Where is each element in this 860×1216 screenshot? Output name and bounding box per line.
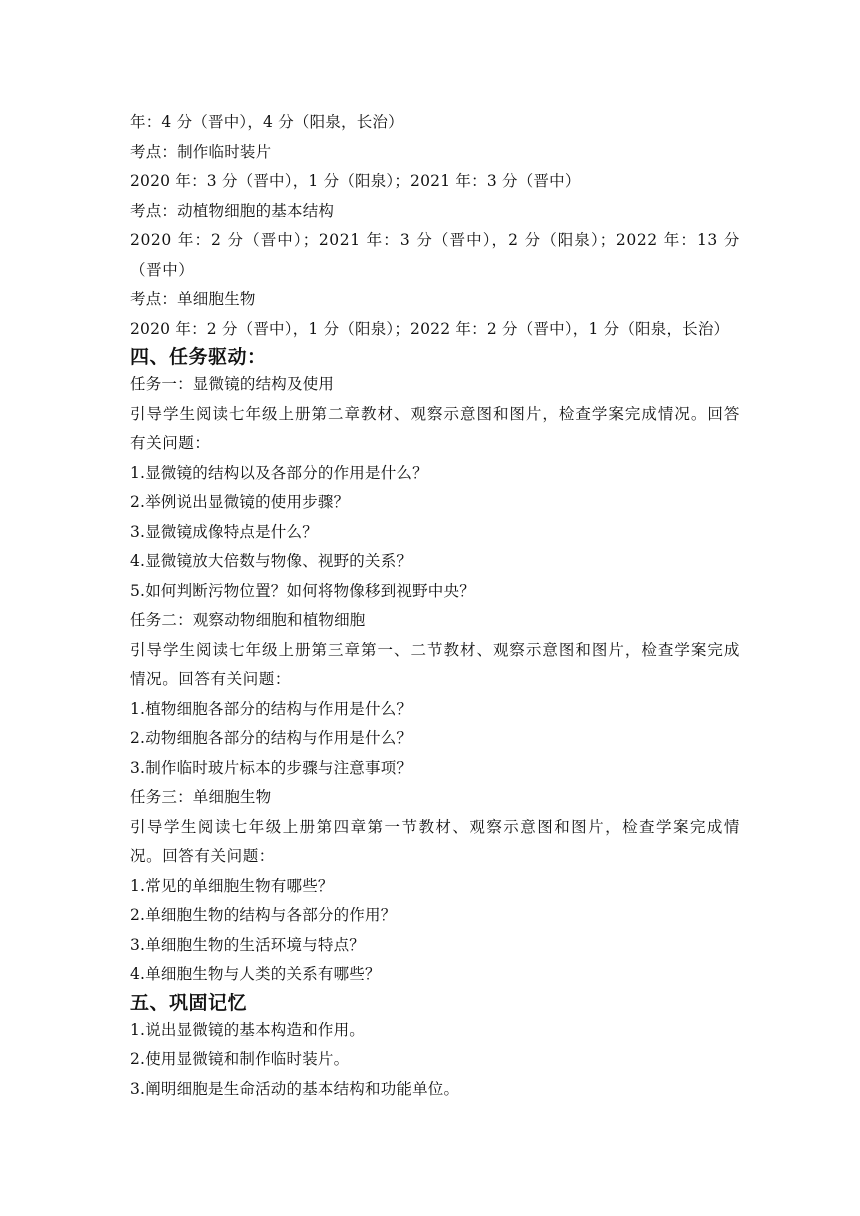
exam-point-cell-structure: 考点：动植物细胞的基本结构 <box>130 201 335 220</box>
section-heading-consolidation: 五、巩固记忆 <box>130 991 248 1014</box>
task2-question: 3.制作临时玻片标本的步骤与注意事项？ <box>130 758 413 777</box>
consolidation-item: 1.说出显微镜的基本构造和作用。 <box>130 1020 365 1039</box>
task3-question: 4.单细胞生物与人类的关系有哪些？ <box>130 965 381 983</box>
task1-question: 4.显微镜放大倍数与物像、视野的关系？ <box>130 552 413 570</box>
task3-question: 3.单细胞生物的生活环境与特点？ <box>130 935 365 954</box>
consolidation-item: 3.阐明细胞是生命活动的基本结构和功能单位。 <box>130 1079 460 1098</box>
score-line-prev: 年：4 分（晋中），4 分（阳泉，长治） <box>130 113 404 131</box>
task1-intro: 引导学生阅读七年级上册第二章教材、观察示意图和图片，检查学案完成情况。回答有关问题： <box>130 404 740 452</box>
task2-question: 2.动物细胞各部分的结构与作用是什么？ <box>130 729 413 747</box>
task1-question: 5.如何判断污物位置？如何将物像移到视野中央？ <box>130 581 475 600</box>
task1-title: 任务一：显微镜的结构及使用 <box>130 375 335 393</box>
task3-title: 任务三：单细胞生物 <box>130 788 272 806</box>
task2-question: 1.植物细胞各部分的结构与作用是什么？ <box>130 699 413 718</box>
consolidation-item: 2.使用显微镜和制作临时装片。 <box>130 1050 350 1068</box>
exam-point-unicellular: 考点：单细胞生物 <box>130 290 256 308</box>
task3-question: 1.常见的单细胞生物有哪些？ <box>130 876 334 895</box>
task2-title: 任务二：观察动物细胞和植物细胞 <box>130 611 366 629</box>
score-line-unicellular: 2020 年：2 分（晋中），1 分（阳泉）；2022 年：2 分（晋中），1 分（阳泉，长治） <box>130 319 730 338</box>
exam-point-temporary-slide: 考点：制作临时装片 <box>130 142 272 161</box>
score-line-temporary-slide: 2020 年：3 分（晋中），1 分（阳泉）；2021 年：3 分（晋中） <box>130 172 581 190</box>
task1-question: 2.举例说出显微镜的使用步骤？ <box>130 493 350 511</box>
task1-question: 1.显微镜的结构以及各部分的作用是什么？ <box>130 463 428 482</box>
document-page <box>130 108 740 1104</box>
task3-question: 2.单细胞生物的结构与各部分的作用？ <box>130 906 397 924</box>
task2-intro: 引导学生阅读七年级上册第三章第一、二节教材、观察示意图和图片，检查学案完成情况。回答有关问题： <box>130 640 740 688</box>
task1-question: 3.显微镜成像特点是什么？ <box>130 522 318 541</box>
score-line-cell-structure: 2020 年：2 分（晋中）；2021 年：3 分（晋中），2 分（阳泉）；2022 年：13 分（晋中） <box>130 231 740 279</box>
task3-intro: 引导学生阅读七年级上册第四章第一节教材、观察示意图和图片，检查学案完成情况。回答有关问题： <box>130 817 740 865</box>
section-heading-task-driven: 四、任务驱动： <box>130 346 267 368</box>
